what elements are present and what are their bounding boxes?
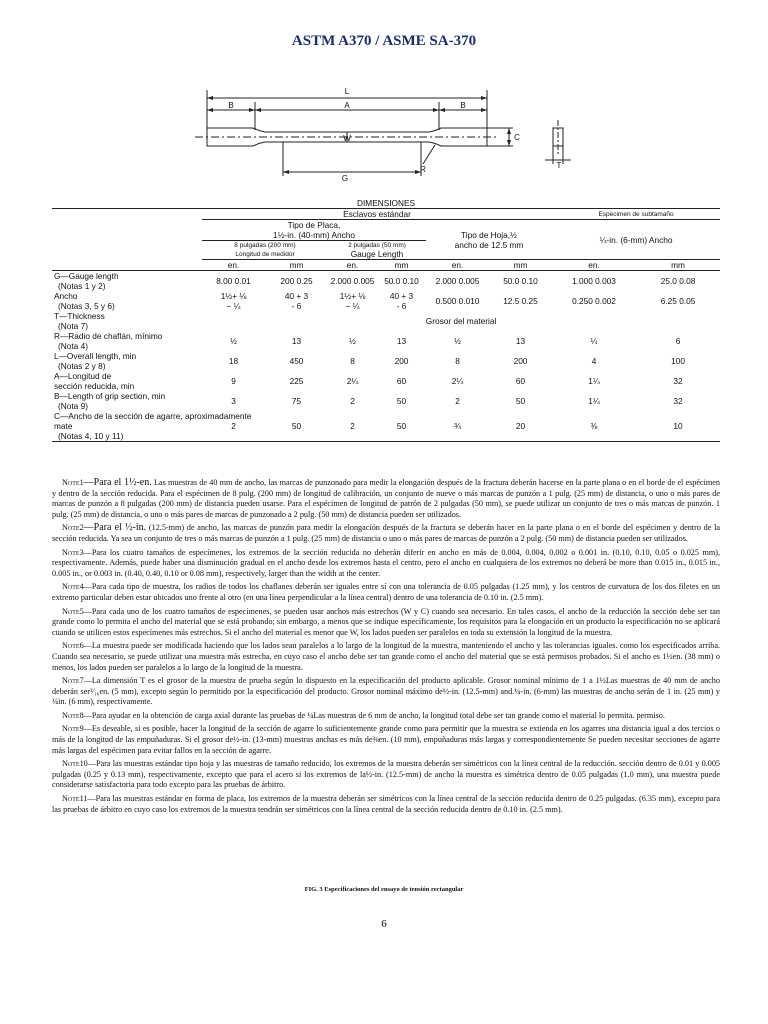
note-11 (52, 794, 720, 815)
table-title: DIMENSIONES (52, 198, 720, 209)
cell: 2.000 0.005 (330, 276, 375, 286)
cell: - 6 (396, 301, 407, 311)
unit-4: en. (426, 260, 489, 271)
dim-C: C (514, 133, 520, 142)
cell: 2¼ (346, 376, 359, 386)
cell: 32 (673, 396, 683, 406)
dim-B-left: B (228, 101, 234, 110)
cell: 2 (328, 411, 377, 442)
note-lead: —La muestra puede ser modificada (83, 641, 202, 651)
row-label: C—Ancho de la sección de agarre, aproximadamente (54, 411, 252, 421)
dim-B-right: B (460, 101, 466, 110)
sheet-type: Tipo de Hoja,½ (461, 229, 517, 240)
thickness-span: Grosor del material (425, 316, 497, 326)
page-title: ASTM A370 / ASME SA-370 (291, 33, 477, 49)
cell: 2 (455, 396, 460, 406)
unit-6: en. (552, 260, 636, 271)
note-label: Note8 (62, 710, 84, 720)
note-text: es el grosor de la muestra de prueba según lo dispuesto en la especificación del producto aplicable. Grosor nominal mínimo de 1 a 1½Las muestras de 40 mm de ancho deberán ser³⁄₁₆en. (5 mm), excepto según lo permitido por la especificación del producto. Grosor nominal máximo de½-in. (12.5-mm) and.¼-in. (6-mm) las muestras de ancho serán de 1 in. (25 mm) y ¼in. (6 mm), respectivamente. (52, 676, 720, 707)
cell: 25.0 0.08 (660, 276, 696, 286)
note-label: Note6 (62, 641, 84, 651)
note-4 (52, 582, 720, 603)
cell: 2 (350, 396, 355, 406)
note-2 (52, 523, 720, 544)
row-sub: (Notas 2 y 8) (58, 361, 106, 371)
note-text: los extremos de la muestra deberán ser simétricos con la línea central de la sección reducida dentro de 0.25 pulgadas. (6.35 mm), excepto para las pruebas de árbitro en cuyo caso los extremos de la muestra tendrán ser simétricos con la línea central de la sección reducida dentro de 0.10 in. (2.5 mm). (52, 794, 721, 814)
cell: − ¼ (345, 301, 360, 311)
row-sub2: (Notas 4, 10 y 11) (58, 431, 124, 441)
plate-type: Tipo de Placa, (287, 220, 341, 230)
row-label: B—Length of grip section, min (54, 391, 166, 401)
table-row (52, 291, 720, 311)
cell: ½ (454, 336, 461, 346)
dim-W: W (343, 134, 351, 143)
cell: 13 (515, 336, 526, 346)
row-sub: (Notas 3, 5 y 6) (58, 301, 115, 311)
note-label: Note3 (62, 547, 84, 557)
cell: ¾ (426, 411, 489, 442)
note-text: durante las pruebas de ¼Las muestras de 6 mm de ancho, la longitud total debe ser tan grande como el material lo permita. permiso. (232, 710, 665, 720)
row-sub: sección reducida, min (54, 381, 135, 391)
dim-L: L (344, 87, 350, 96)
table-row (52, 391, 720, 411)
note-lead: —Para las muestras estándar en forma de placa, (87, 794, 247, 804)
note-label: Note11 (62, 794, 88, 804)
row-label: R—Radio de chaflán, mínimo (54, 331, 163, 341)
gauge2: 2 pulgadas (50 mm) (348, 242, 406, 249)
unit-1: mm (265, 260, 328, 271)
cell: 13 (291, 336, 302, 346)
table-row (52, 371, 720, 391)
note-text: (12.5-mm) de ancho, las marcas de punzón para medir la elongación después de la fractura se deberán hacer en la parte plana o en el borde del espécimen y dentro de la sección reducida. Ya sea un conjunto de tres o más marcas de punzón a 1 pulg. (25 mm) de distancia o uno o más pares de marcas de punzón a 2 pulg. (50 mm) de distancia pueden ser utilizados. (52, 523, 720, 543)
note-lead: —Para ayudar en la obtención de carga axial (83, 710, 231, 720)
note-text: los extremos de la sección reducida no deberán diferir en ancho en más de 0.004, 0.004, 0.002 o 0.001 in. (0.10, 0.10, 0.05 o 0.025 mm), respectivamente. Además, puede haber una disminución gradual en el ancho desde los extremos hasta el centro, pero el ancho en cualquiera de los extremos no deberá be more than 0.015 in., 0.015 in., 0.005 in., or 0.003 in. (0.40, 0.40, 0.10 or 0.08 mm), respectively, larger than the width at the center. (52, 547, 721, 578)
note-lead: —Es deseable, si es posible, (83, 724, 178, 734)
notes-section (52, 478, 720, 818)
unit-2: en. (328, 260, 377, 271)
cell: 10 (636, 411, 720, 442)
dimensions-table-wrap (52, 198, 720, 442)
dim-T: T (556, 161, 562, 170)
note-lead: —La dimensión T (83, 676, 146, 686)
cell: - 6 (291, 301, 302, 311)
cell: 9 (231, 376, 236, 386)
dim-A: A (344, 101, 350, 110)
cell: ⅜ (552, 411, 636, 442)
row-sub: (Nota 7) (58, 321, 88, 331)
subsize-header: Especimen de subtamaño (552, 209, 720, 220)
note-text: los radios de todos los chaflanes deberán ser iguales entre sí con una tolerancia de 0.05 pulgadas (1.25 mm), y los centros de curvatura de los dos filetes en un extremo particular deben estar ubicados uno frente al otro (en una línea perpendicular a la línea central) dentro de una tolerancia de 0.10 in. (2.5 mm). (52, 582, 721, 602)
cell: 6 (675, 336, 681, 346)
cell: 4 (591, 356, 597, 366)
cell: 50 (396, 396, 407, 406)
note-label: Note2 (62, 523, 84, 533)
dimensions-table (52, 198, 720, 442)
cell: 40 + 3 (389, 291, 414, 301)
cell: 0.500 0.010 (435, 296, 480, 306)
note-text: hacer la longitud de la sección de agarre lo suficientemente grande como para permitir que la muestra se extienda en los agarres una distancia igual a dos tercios o más de la longitud de las empuñaduras. Si el grosor de½-in. (13-mm) muestras anchas es más de⅜en. (10 mm), empuñaduras más largas y correspondientemente Se pueden necesitar secciones de agarre más largas del espécimen para evitar fallos en la sección de agarre. (52, 724, 721, 755)
cell: 50 (377, 411, 426, 442)
row-label: G—Gauge length (54, 271, 119, 281)
gauge8-sub: Longitud de medidor (235, 251, 295, 258)
cell: 8 (455, 356, 460, 366)
cell: 13 (396, 336, 407, 346)
cell: 200 0.25 (280, 276, 313, 286)
note-lead: —Para el ½-in. (83, 522, 147, 534)
cell: 225 (289, 376, 304, 386)
table-row (52, 271, 720, 292)
row-sub: (Notas 1 y 2) (58, 281, 106, 291)
cell: 2¼ (451, 376, 464, 386)
cell: 75 (291, 396, 302, 406)
note-7 (52, 676, 720, 708)
cell: 60 (396, 376, 407, 386)
cell: 1½+ ⅛ (220, 291, 247, 301)
plate-width: 1½-in. (40-mm) Ancho (272, 230, 356, 240)
unit-0: en. (202, 260, 265, 271)
note-text: se pueden usar anchos más estrechos (W y C) cuando sea necesario. En tales casos, el ancho de la reducción la sección debe ser tan grande como lo permita el ancho del material que se está probando; sin embargo, a menos que se indique específicamente, los requisitos para la elongación en un producto la especificación no se aplicará cuando se utilicen estos especímenes más estrechos. Si el ancho del material es menor que W, los lados pueden ser paralelos en toda su extensión la longitud de la muestra. (52, 606, 721, 637)
subsize-width: ¼-in. (6-mm) Ancho (599, 234, 673, 245)
row-label: L—Overall length, min (54, 351, 137, 361)
note-label: Note4 (62, 582, 84, 592)
standard-header: Esclavos estándar (202, 209, 552, 220)
cell: ½ (349, 336, 356, 346)
dim-G: G (341, 174, 349, 183)
note-3 (52, 548, 720, 580)
cell: 12.5 0.25 (503, 296, 538, 306)
cell: 1¼ (588, 376, 600, 386)
unit-5: mm (489, 260, 552, 271)
note-lead: —Para los cuatro tamaños de especímenes, (83, 547, 233, 557)
table-row (52, 351, 720, 371)
sheet-width: ancho de 12.5 mm (454, 239, 524, 250)
cell: 0.250 0.002 (572, 296, 616, 306)
note-lead: —Para las muestras estándar tipo hoja (87, 759, 214, 769)
row-label: A—Longitud de (54, 371, 112, 381)
gauge8: 8 pulgadas (200 mm) (234, 242, 296, 249)
row-label: Ancho (54, 291, 78, 301)
row-sub: (Nota 9) (58, 401, 88, 411)
cell: 450 (289, 356, 304, 366)
note-text: Las muestras de 40 mm de ancho, las marcas de punzonado para medir la elongación después de la fractura deberán hacerse en la parte plana o en el borde de el espécimen y dentro de la sección reducida. Para el espécimen de 8 pulg. (200 mm) de longitud de calibración, un conjunto de nueve o más marcas de punzón a 1 pulg. (25 mm) de distancia, o uno o más pares de marcas de punzón a 8 pulgadas (200 mm) de distancia pueden usarse. Para el espécimen de longitud de patrón de 2 pulgadas (50 mm), se puede utilizar un conjunto de tres o más marcas de punzón. 1 pulg. (25 mm) de distancia, o uno o más pares de marcas de punzonado a 2 pulg. (50 mm) de distancia pueden ser utilizados. (52, 478, 720, 519)
cell: 50 (265, 411, 328, 442)
note-10 (52, 759, 720, 791)
table-row (52, 311, 720, 331)
cell: ¼ (590, 336, 598, 346)
figure-caption: FIG. 3 Especificaciones del ensayo de tensión rectangular (304, 886, 464, 893)
cell: 8 (350, 356, 355, 366)
note-label: Note7 (62, 676, 84, 686)
cell: 60 (515, 376, 526, 386)
cell: 200 (513, 356, 528, 366)
unit-7: mm (636, 260, 720, 271)
row-sub: (Nota 4) (58, 341, 88, 351)
note-6 (52, 641, 720, 673)
note-label: Note5 (62, 606, 84, 616)
cell: 18 (228, 356, 239, 366)
cell: 1½+ ⅛ (339, 291, 366, 301)
cell: 1¼ (588, 396, 600, 406)
page-number: 6 (381, 918, 387, 930)
row-label: T—Thickness (54, 311, 105, 321)
note-1 (52, 478, 720, 520)
cell: − ¼ (226, 301, 241, 311)
note-label: Note1 (62, 478, 84, 487)
cell: 200 (394, 356, 409, 366)
note-lead: —Para cada uno de los cuatro tamaños de especímenes, (83, 606, 272, 616)
row-sub: mate (54, 421, 73, 431)
cell: 2.000 0.005 (435, 276, 480, 286)
note-lead: —Para el 1½-en. (83, 477, 152, 488)
cell: 3 (231, 396, 236, 406)
cell: 50.0 0.10 (503, 276, 538, 286)
note-text: y las muestras de tamaño reducido, los extremos de la muestra deberán ser simétricos con la línea central de la reducción. sección dentro de 0.01 y 0.005 pulgadas (0.25 y 0.13 mm), respectivamente, excepto que para el acero si los extremos de la½-in. (12.5-mm) de ancho la muestra es simétrica dentro de 0.05 pulgadas (1.0 mm), una muestra puede considerarse satisfactoria para todo excepto para las pruebas de árbitro. (52, 759, 721, 790)
cell: 8.00 0.01 (216, 276, 251, 286)
cell: 32 (673, 376, 683, 386)
note-9 (52, 724, 720, 756)
note-label: Note10 (62, 759, 88, 769)
cell: 1.000 0.003 (572, 276, 616, 286)
note-8 (52, 711, 720, 722)
cell: 6.25 0.05 (660, 296, 696, 306)
note-lead: —Para cada tipo de muestra, (83, 582, 181, 592)
cell: 40 + 3 (284, 291, 309, 301)
note-label: Note9 (62, 724, 84, 734)
table-row (52, 411, 720, 442)
dim-R: R (420, 165, 426, 174)
gauge2-sub: Gauge Length (350, 249, 404, 259)
note-5 (52, 607, 720, 639)
cell: 20 (489, 411, 552, 442)
table-row (52, 331, 720, 351)
cell: 100 (671, 356, 685, 366)
cell: 50 (515, 396, 526, 406)
cell: 50.0 0.10 (384, 276, 419, 286)
cell: 2 (202, 411, 265, 442)
cell: ½ (230, 336, 237, 346)
specimen-diagram (195, 80, 585, 190)
note-text: haciendo que los lados sean paralelos a lo largo de la longitud de la muestra, manteniendo el ancho y las tolerancias iguales. como los especificados arriba. Cuando sea necesario, se puede utilizar una muestra más estrecha, en cuyo caso el ancho debe ser tan grande como el ancho del material que se está permisos probados. Si el ancho es 1½en. (38 mm) o menos, los lados pueden ser paralelos a lo largo de la longitud de la muestra. (52, 641, 720, 672)
unit-3: mm (377, 260, 426, 271)
